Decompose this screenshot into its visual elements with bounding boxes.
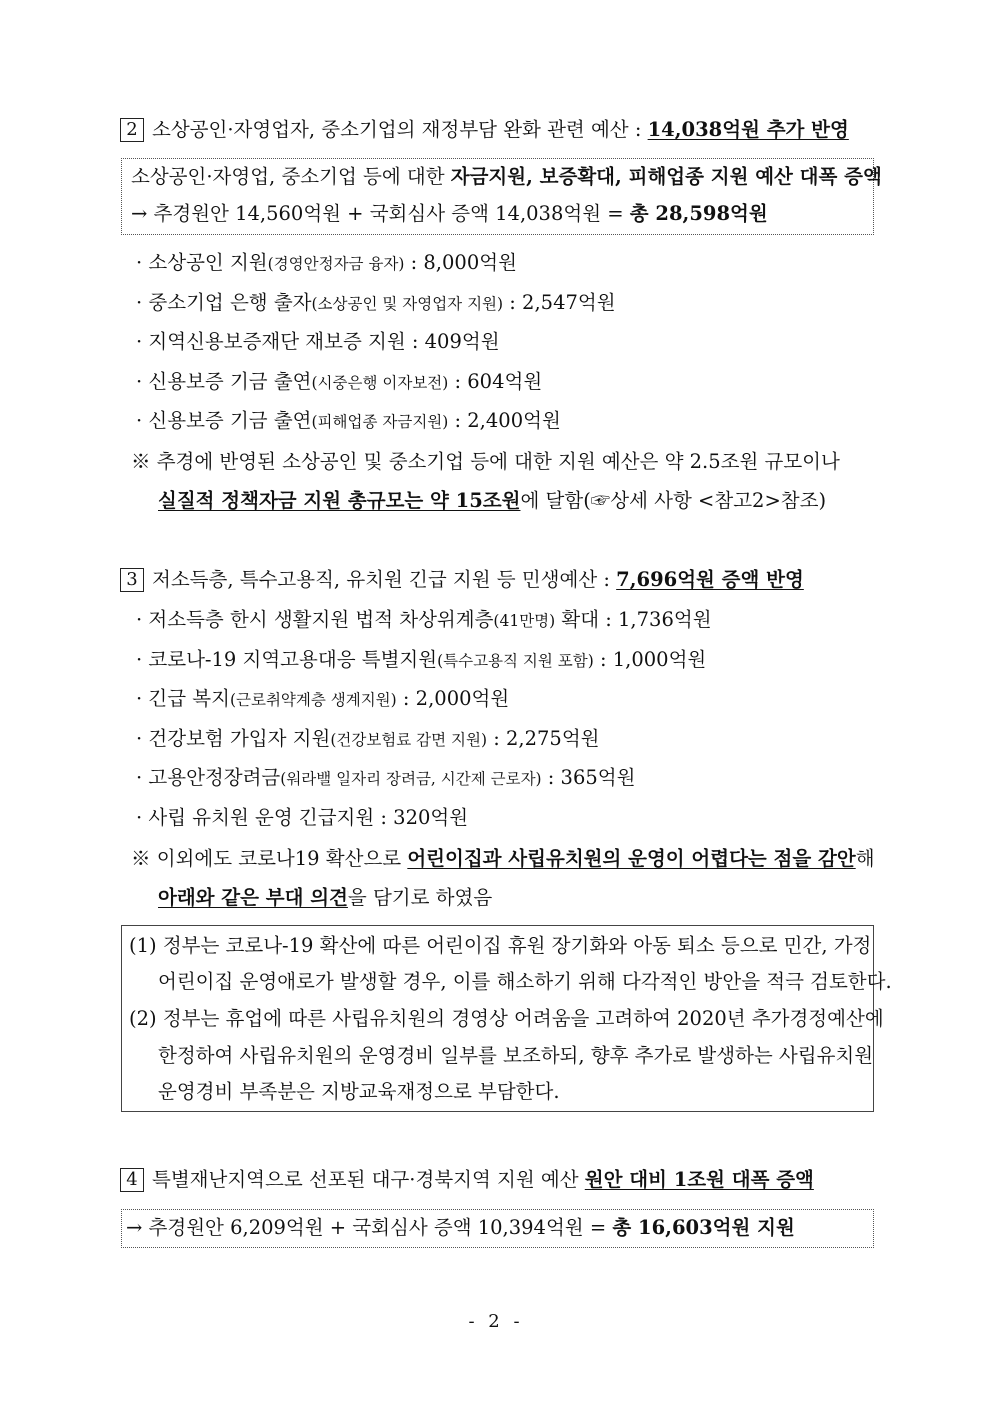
section4-number: 4: [120, 1168, 144, 1192]
item-tail: : 1,000억원: [593, 648, 707, 671]
section2-box-line2-pre: → 추경원안 14,560억원 + 국회심사 증액 14,038억원 =: [131, 202, 630, 225]
item-main: · 소상공인 지원: [136, 251, 268, 274]
item-main: · 신용보증 기금 출연: [136, 370, 312, 393]
item-paren: (시중은행 이자보전): [311, 374, 449, 392]
section2-heading: [120, 116, 849, 144]
section2-box-line2: [131, 200, 768, 228]
section2-note-tail: 에 달함(☞상세 사항 <참고2>참조): [520, 489, 827, 512]
item-tail: 확대 : 1,736억원: [555, 608, 712, 631]
item-tail: : 2,000억원: [396, 687, 510, 710]
section4-heading-emph: 원안 대비 1조원 대폭 증액: [584, 1168, 814, 1191]
section4-heading-text: 특별재난지역으로 선포된 대구·경북지역 지원 예산: [152, 1168, 585, 1191]
item-tail: : 2,275억원: [487, 727, 600, 750]
section2-note-emph: 실질적 정책자금 지원 총규모는 약 15조원: [158, 489, 521, 512]
item-paren: (41만명): [493, 612, 556, 630]
item-main: · 사립 유치원 운영 긴급지원 : 320억원: [136, 806, 469, 829]
item-main: · 건강보험 가입자 지원: [136, 727, 331, 750]
section2-number: 2: [120, 118, 144, 142]
opinion-line: 한정하여 사립유치원의 운영경비 일부를 보조하되, 향후 추가로 발생하는 사립유치원: [158, 1044, 874, 1067]
item-paren: (건강보험료 감면 지원): [330, 731, 488, 749]
section4-box-pre: → 추경원안 6,209억원 + 국회심사 증액 10,394억원 =: [126, 1216, 613, 1239]
item-main: · 고용안정장려금: [136, 766, 281, 789]
section3-item: [136, 725, 600, 754]
item-paren: (소상공인 및 자영업자 지원): [311, 295, 504, 313]
item-paren: (근로취약계층 생계지원): [229, 691, 397, 709]
item-main: · 신용보증 기금 출연: [136, 409, 312, 432]
section2-item: [136, 328, 500, 356]
section2-item: [136, 249, 517, 278]
section3-item: [136, 685, 509, 714]
section3-note-line1: [131, 845, 875, 873]
section2-item: [136, 407, 561, 436]
section2-box-line1: [131, 163, 882, 191]
item-tail: : 2,547억원: [503, 291, 616, 314]
opinion-line: (1) 정부는 코로나-19 확산에 따른 어린이집 휴원 장기화와 아동 퇴소 등으로 민간, 가정: [129, 934, 872, 957]
item-paren: (피해업종 자금지원): [311, 413, 449, 431]
section4-heading: [120, 1166, 814, 1194]
opinion-line: 운영경비 부족분은 지방교육재정으로 부담한다.: [158, 1080, 560, 1103]
section3-note-line2: [158, 884, 492, 912]
section2-item: [136, 368, 542, 397]
item-paren: (특수고용직 지원 포함): [437, 652, 594, 670]
section3-heading-text: 저소득층, 특수고용직, 유치원 긴급 지원 등 민생예산 :: [152, 568, 617, 591]
section2-note-line2: [158, 487, 826, 515]
item-main: · 지역신용보증재단 재보증 지원 : 409억원: [136, 330, 500, 353]
section2-note-line1: ※ 추경에 반영된 소상공인 및 중소기업 등에 대한 지원 예산은 약 2.5조원 규모이나: [131, 450, 840, 473]
section3-number: 3: [120, 568, 144, 592]
section4-box-bold: 총 16,603억원 지원: [612, 1216, 795, 1239]
section3-heading-emph: 7,696억원 증액 반영: [616, 568, 804, 591]
section4-box-line: [126, 1214, 795, 1242]
section2-item: [136, 289, 616, 318]
section3-item: [136, 804, 468, 832]
section3-note-tail: 해: [855, 847, 875, 870]
section3-item: [136, 606, 712, 635]
section3-note-pre: ※ 이외에도 코로나19 확산으로: [131, 847, 408, 870]
section2-box-line2-bold: 총 28,598억원: [629, 202, 768, 225]
section2-box-line1-bold: 자금지원, 보증확대, 피해업종 지원 예산 대폭 증액: [450, 165, 882, 188]
section2-heading-text: 소상공인·자영업자, 중소기업의 재정부담 완화 관련 예산 :: [152, 118, 648, 141]
section3-item: [136, 646, 706, 675]
section3-heading: [120, 566, 804, 594]
section3-note2-emph: 아래와 같은 부대 의견: [158, 886, 348, 909]
opinion-line: 어린이집 운영애로가 발생할 경우, 이를 해소하기 위해 다각적인 방안을 적극 검토한다.: [158, 970, 892, 993]
item-tail: : 8,000억원: [404, 251, 517, 274]
section3-item: [136, 764, 635, 793]
item-tail: : 604억원: [448, 370, 543, 393]
section3-note-emph: 어린이집과 사립유치원의 운영이 어렵다는 점을 감안: [407, 847, 856, 870]
item-tail: : 2,400억원: [448, 409, 561, 432]
item-paren: (경영안정자금 융자): [267, 255, 405, 273]
item-tail: : 365억원: [541, 766, 636, 789]
section2-heading-emph: 14,038억원 추가 반영: [647, 118, 849, 141]
section2-box-line1-pre: 소상공인·자영업, 중소기업 등에 대한: [131, 165, 451, 188]
item-main: · 코로나-19 지역고용대응 특별지원: [136, 648, 438, 671]
section3-note2-tail: 을 담기로 하였음: [347, 886, 493, 909]
page-number: - 2 -: [468, 1311, 524, 1332]
item-main: · 저소득층 한시 생활지원 법적 차상위계층: [136, 608, 494, 631]
item-main: · 중소기업 은행 출자: [136, 291, 312, 314]
item-paren: (워라밸 일자리 장려금, 시간제 근로자): [280, 770, 542, 788]
opinion-line: (2) 정부는 휴업에 따른 사립유치원의 경영상 어려움을 고려하여 2020년 추가경정예산에: [129, 1007, 884, 1030]
item-main: · 긴급 복지: [136, 687, 230, 710]
